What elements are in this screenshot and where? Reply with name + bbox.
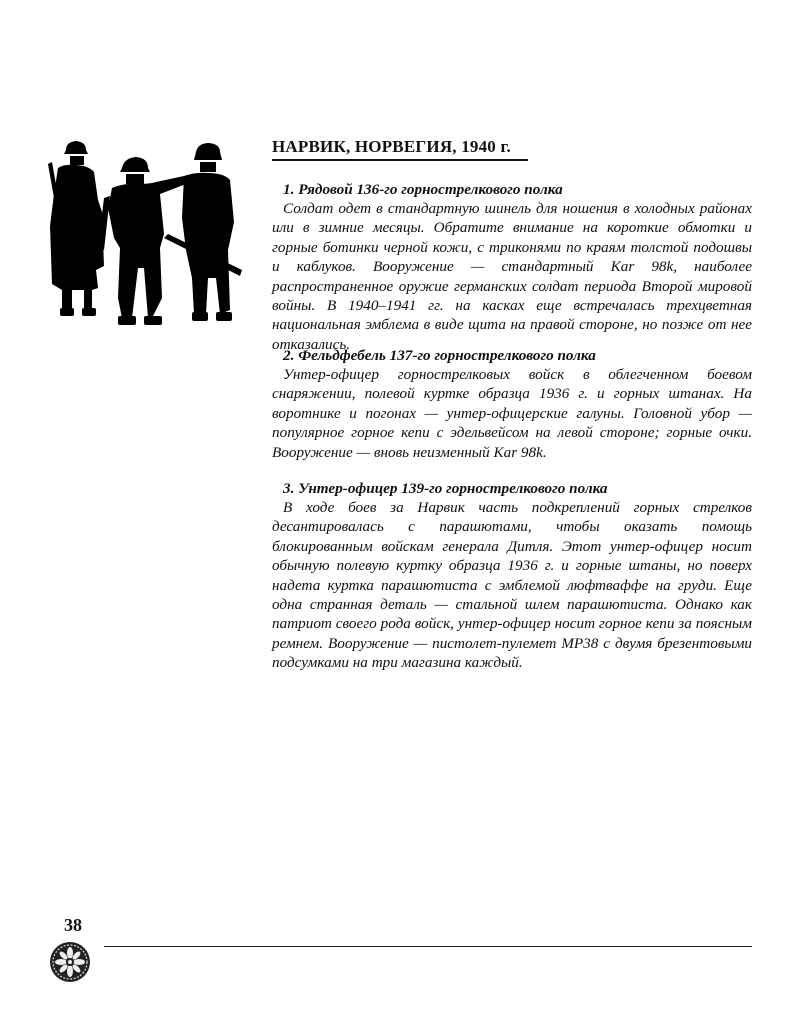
title-underline	[272, 159, 528, 161]
edelweiss-emblem-icon	[48, 940, 92, 984]
section-3-heading: 3. Унтер-офицер 139-го горнострелкового полка	[283, 480, 608, 497]
soldier-silhouettes-icon	[44, 138, 244, 344]
section-2-heading: 2. Фельдфебель 137-го горнострелкового полка	[283, 347, 596, 364]
section-1-text: Солдат одет в стандартную шинель для ношения в холодных районах или в зимние месяцы. Обратите внимание на короткие обмотки и горные ботинки черной кожи, с триконями по краям толстой подошвы и каблуков. Вооружение — стандартный Kar 98k, наиболее распространенное оружие германских солдат периода Второй мировой войны. В 1940–1941 гг. на касках еще встречалась трехцветная национальная эмблема в виде щита на правой стороне, но позже от нее отказались.	[272, 200, 752, 353]
page-title: НАРВИК, НОРВЕГИЯ, 1940 г.	[272, 137, 511, 156]
section-1	[272, 180, 752, 354]
section-2-text: Унтер-офицер горнострелковых войск в облегченном боевом снаряжении, полевой куртке образца 1936 г. и горных штанах. На воротнике и погонах — унтер-офицерские галуны. Головной убор — популярное горное кепи с эдельвейсом на левой стороне; горные очки. Вооружение — вновь неизменный Kar 98k.	[272, 366, 752, 461]
soldier-3-silhouette	[182, 143, 234, 314]
section-1-heading: 1. Рядовой 136-го горнострелкового полка	[283, 181, 563, 198]
section-3	[272, 479, 752, 673]
page-number: 38	[64, 915, 82, 935]
section-2	[272, 346, 752, 462]
footer-rule	[104, 946, 752, 947]
section-3-text: В ходе боев за Нарвик часть подкреплений горных стрелков десантировалась с парашютами, чтобы оказать помощь блокированным войскам генерала Дитля. Этот унтер-офицер носит обычную полевую куртку образца 1936 г. и горные штаны, но поверх надета куртка парашютиста с эмблемой люфтваффе на груди. Еще одна странная деталь — стальной шлем парашютиста. Однако как патриот своего рода войск, унтер-офицер носит горное кепи за поясным ремнем. Вооружение — пистолет-пулемет MP38 с двумя брезентовыми подсумками на три магазина каждый.	[272, 499, 752, 672]
soldier-1-silhouette	[50, 141, 104, 310]
